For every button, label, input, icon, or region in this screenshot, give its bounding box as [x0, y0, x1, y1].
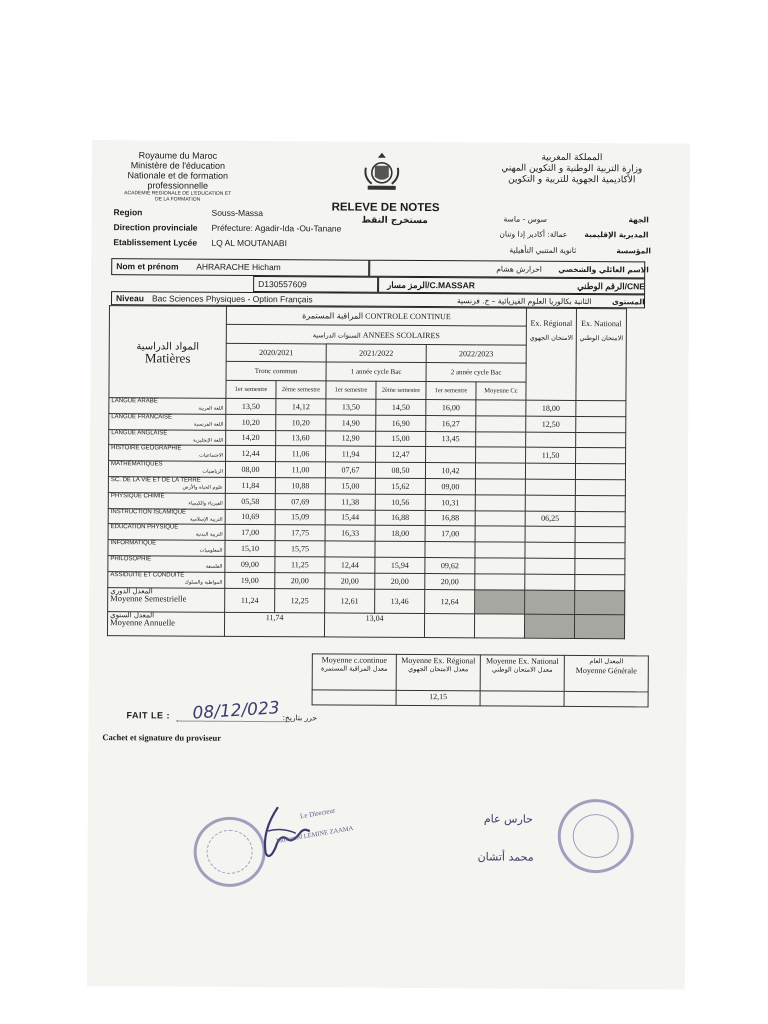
subject-name-fr: HISTOIRE GEOGRAPHIE	[111, 445, 182, 452]
semestrielle-cell: 13,46	[375, 589, 425, 613]
grade-cell: 10,88	[275, 478, 325, 494]
subject-name-ar: التربية الإسلامية	[190, 516, 223, 523]
cne-label: الرقم الوطني/CNE	[577, 280, 645, 292]
grade-cell: 08,00	[225, 462, 275, 478]
subject-name-cell	[108, 524, 225, 541]
coat-of-arms-icon	[360, 150, 404, 194]
grade-cell	[575, 464, 625, 480]
grade-cell: 05,58	[225, 493, 275, 509]
tronc-commun-header: Tronc commun	[226, 361, 326, 380]
grade-cell	[576, 448, 626, 464]
grade-cell	[526, 432, 576, 448]
student-name-ar-value: احرارش هشام	[496, 264, 542, 274]
subject-name-cell	[108, 556, 225, 573]
subject-name-cell	[108, 540, 225, 557]
subject-name-ar: الرياضيات	[202, 468, 223, 475]
niveau-label: Niveau	[116, 293, 144, 304]
subject-name-fr: INFORMATIQUE	[110, 540, 157, 547]
grade-cell: 19,00	[225, 572, 275, 588]
subject-name-fr: LANGUE FRANCAISE	[111, 413, 173, 421]
ex-regional-header	[526, 308, 577, 400]
grade-cell: 18,00	[526, 400, 576, 416]
grade-cell: 20,00	[375, 573, 425, 589]
annees-fr: ANNEES SCOLAIRES	[362, 330, 440, 340]
header-ar-line1: المملكة المغربية	[541, 152, 603, 164]
grade-cell: 12,44	[226, 446, 276, 462]
subject-name-ar: اللغة الفرنسية	[193, 421, 224, 428]
semestrielle-fr: Moyenne Semestrielle	[110, 592, 187, 604]
grade-cell: 11,38	[325, 494, 375, 510]
empty-cell	[424, 613, 474, 637]
grade-cell: 20,00	[325, 573, 375, 589]
summary-regional-ar: معدل الامتحان الجهوي	[408, 664, 469, 674]
summary-generale-fr: Moyenne Générale	[575, 665, 637, 676]
surveillant-name: محمد أتشان	[477, 850, 534, 864]
semestrielle-cell: 12,61	[325, 588, 375, 612]
etablissement-ar-value: ثانوية المتنبي التأهيلية	[509, 245, 577, 255]
ex-national-header	[576, 308, 627, 400]
header-ar-block	[487, 152, 657, 186]
cachet-label: Cachet et signature du proviseur	[102, 732, 222, 743]
grade-cell: 11,00	[275, 462, 325, 478]
summary-cc-ar: معدل المراقبة المستمرة	[321, 664, 388, 673]
shaded-cell	[575, 590, 625, 614]
grade-cell: 12,90	[326, 431, 376, 447]
grade-cell: 15,94	[375, 557, 425, 573]
semestrielle-cell: 12,25	[275, 588, 325, 612]
grade-cell: 16,88	[425, 510, 475, 526]
grade-cell	[476, 400, 526, 416]
grade-cell: 15,00	[325, 478, 375, 494]
grade-cell	[575, 495, 625, 511]
cycle1-header: 1 année cycle Bac	[326, 362, 426, 381]
grade-cell: 11,50	[526, 448, 576, 464]
student-name-ar-label: الاسم العائلي والشخصي	[558, 264, 649, 275]
grade-cell: 16,90	[376, 415, 426, 431]
annees-ar: السنوات الدراسية	[312, 330, 361, 340]
subject-name-cell	[108, 571, 225, 588]
subject-name-fr: MATHEMATIQUES	[111, 461, 163, 468]
annuelle-cell: 11,74	[224, 612, 324, 637]
grade-cell: 08,50	[375, 462, 425, 478]
subject-name-fr: PHYSIQUE CHIMIE	[110, 492, 165, 500]
etablissement-label: Etablissement Lycée	[113, 237, 198, 248]
grade-cell	[576, 416, 626, 432]
summary-cc-value	[312, 690, 396, 706]
region-label: Region	[113, 207, 143, 218]
subject-name-cell	[108, 508, 225, 525]
grade-cell: 07,67	[325, 462, 375, 478]
grade-cell	[476, 416, 526, 432]
grade-cell	[575, 527, 625, 543]
grade-cell: 11,84	[225, 477, 275, 493]
subject-name-cell	[109, 398, 226, 415]
grade-cell: 10,31	[425, 494, 475, 510]
header-ar-line2: وزارة التربية الوطنية و التكوين المهني	[501, 163, 643, 175]
grade-cell: 20,00	[425, 573, 475, 589]
grade-cell: 15,09	[275, 509, 325, 525]
grade-cell: 14,50	[376, 399, 426, 415]
matieres-fr: Matières	[144, 349, 191, 366]
header-fr-line6: DE LA FORMATION	[155, 196, 201, 203]
director-name: Mohamed LEMINE ZAAMA	[275, 824, 354, 845]
cc-fr: CONTROLE CONTINUE	[365, 311, 451, 322]
grade-cell	[325, 541, 375, 557]
annuelle-fr: Moyenne Annuelle	[110, 616, 176, 628]
grade-cell	[476, 431, 526, 447]
subject-name-ar: الفيزياء والكيمياء	[188, 500, 223, 507]
grade-cell: 15,10	[225, 540, 275, 556]
grade-cell: 14,20	[226, 430, 276, 446]
document-title: RELEVE DE NOTES	[331, 201, 440, 215]
header-fr-block	[98, 150, 258, 203]
grade-cell	[375, 541, 425, 557]
grade-cell	[575, 543, 625, 559]
ex-regional-ar: الامتحان الجهوي	[529, 333, 574, 342]
moyenne-cc-header: Moyenne Cc	[476, 381, 526, 400]
summary-generale-header	[564, 655, 648, 692]
grade-cell: 17,75	[275, 525, 325, 541]
grade-cell	[476, 447, 526, 463]
fait-le-label: FAIT LE :	[126, 710, 171, 721]
header-fr-line1: Royaume du Maroc	[138, 150, 218, 161]
grade-cell	[475, 526, 525, 542]
grade-cell: 13,50	[326, 399, 376, 415]
subject-name-ar: المعلوميات	[199, 547, 223, 554]
niveau-value: Bac Sciences Physiques - Option Français	[152, 293, 313, 305]
grade-cell	[525, 574, 575, 590]
grade-cell: 13,60	[276, 430, 326, 446]
subject-name-cell	[109, 413, 226, 430]
grade-cell: 14,90	[326, 415, 376, 431]
semestrielle-label	[108, 587, 225, 612]
grade-cell: 09,00	[225, 556, 275, 572]
annuelle-label	[107, 611, 224, 636]
grade-cell	[575, 574, 625, 590]
grade-cell: 13,50	[226, 398, 276, 414]
grade-cell: 09,00	[425, 479, 475, 495]
fait-le-ar: حرر بتاريخ:	[282, 713, 318, 723]
grade-cell: 20,00	[275, 572, 325, 588]
subject-name-cell	[108, 477, 225, 494]
summary-cc-header	[312, 654, 396, 691]
subject-name-ar: الاجتماعيات	[199, 453, 224, 460]
subject-name-fr: LANGUE ARABE	[111, 398, 158, 405]
subject-name-fr: LANGUE ANGLAISE	[111, 429, 168, 437]
summary-national-header	[480, 655, 564, 692]
grade-cell: 14,12	[276, 399, 326, 415]
region-value: Souss-Massa	[211, 207, 264, 219]
grade-cell: 12,44	[325, 557, 375, 573]
ex-national-fr: Ex. National	[581, 318, 622, 329]
grade-cell	[525, 558, 575, 574]
cne-box	[253, 276, 378, 293]
year-2020-header: 2020/2021	[226, 343, 326, 362]
grade-cell	[475, 495, 525, 511]
summary-national-value	[480, 691, 564, 707]
subject-name-ar: اللغة الإنجليزية	[193, 437, 224, 444]
annuelle-ar: المعدل السنوي	[110, 610, 155, 619]
semestrielle-cell: 12,64	[425, 589, 475, 613]
summary-cc-fr: Moyenne c.continue	[321, 655, 388, 665]
grade-cell	[475, 479, 525, 495]
summary-generale-value	[564, 691, 648, 707]
grade-cell	[576, 432, 626, 448]
subject-name-ar: علوم الحياة والأرض	[182, 484, 223, 491]
grade-cell: 16,00	[426, 400, 476, 416]
semestrielle-ar: المعدل الدوري	[110, 586, 153, 595]
school-stamp-right	[558, 799, 634, 873]
document-title-ar: مستخرج النقط	[361, 215, 428, 227]
grade-cell: 12,50	[526, 416, 576, 432]
header-fr-line2: Ministère de l'éducation	[130, 160, 226, 171]
empty-cell	[474, 613, 524, 637]
grade-cell	[425, 542, 475, 558]
semester2-header: 2ème semestre	[376, 381, 426, 400]
province-label: Direction provinciale	[113, 222, 198, 233]
grade-cell: 10,56	[375, 494, 425, 510]
summary-regional-header	[396, 654, 480, 691]
grade-cell: 16,33	[325, 525, 375, 541]
province-value: Préfecture: Agadir-Ida -Ou-Tanane	[211, 222, 342, 234]
grade-cell	[575, 479, 625, 495]
shaded-cell	[524, 614, 574, 638]
grade-cell	[475, 510, 525, 526]
grade-cell: 10,20	[226, 414, 276, 430]
grade-cell	[426, 447, 476, 463]
shaded-cell	[525, 590, 575, 614]
grade-cell	[525, 479, 575, 495]
header-fr-line5: ACADEMIE REGIONALE DE L'EDUCATION ET	[124, 190, 232, 197]
grades-table	[107, 305, 627, 639]
summary-regional-fr: Moyenne Ex. Régional	[401, 655, 476, 666]
student-name-label: Nom et prénom	[116, 261, 179, 272]
grade-cell	[575, 558, 625, 574]
subject-name-fr: PHILOSOPHIE	[110, 556, 152, 563]
region-ar-label: الجهة	[628, 215, 649, 225]
document-page	[87, 140, 690, 990]
grade-cell	[475, 463, 525, 479]
grade-cell	[575, 511, 625, 527]
header-ar-line3: الأكاديمية الجهوية للتربية و التكوين	[508, 174, 636, 186]
subject-name-cell	[109, 429, 226, 446]
ex-national-ar: الامتحان الوطني	[579, 333, 624, 343]
student-name-value: AHRARACHE Hicham	[196, 261, 281, 273]
grade-cell	[525, 463, 575, 479]
grade-cell: 18,00	[375, 526, 425, 542]
grade-cell: 12,47	[376, 447, 426, 463]
grade-cell: 17,00	[225, 525, 275, 541]
grade-cell: 10,42	[425, 463, 475, 479]
controle-continue-header	[226, 306, 526, 326]
province-ar-value: عمالة: أكادير إدا وتنان	[499, 229, 568, 239]
grade-cell: 07,69	[275, 493, 325, 509]
niveau-ar-label: المستوى	[611, 297, 645, 307]
ex-regional-fr: Ex. Régional	[530, 318, 573, 328]
header-fr-line3: Nationale et de formation	[127, 170, 229, 181]
matieres-header	[109, 306, 227, 399]
grade-cell: 15,75	[275, 541, 325, 557]
grade-cell: 11,06	[276, 446, 326, 462]
grade-cell: 17,00	[425, 526, 475, 542]
grade-cell: 13,45	[426, 431, 476, 447]
subject-name-cell	[108, 461, 225, 478]
semestrielle-cell: 11,24	[225, 588, 275, 612]
grade-cell: 16,27	[426, 415, 476, 431]
year-2022-header: 2022/2023	[426, 344, 526, 363]
cycle2-header: 2 année cycle Bac	[426, 363, 526, 382]
summary-table	[312, 653, 649, 707]
subject-name-ar: الفلسفة	[205, 563, 223, 570]
student-name-ar-box	[369, 260, 649, 279]
header-fr-line4: professionnelle	[147, 180, 209, 191]
summary-national-fr: Moyenne Ex. National	[485, 656, 559, 666]
grade-cell: 15,62	[375, 478, 425, 494]
grade-cell	[525, 495, 575, 511]
cne-value: D130557609	[258, 279, 307, 290]
subject-name-fr: SC. DE LA VIE ET DE LA TERRE	[110, 477, 201, 484]
province-ar-label: المديرية الإقليمية	[584, 230, 649, 240]
etablissement-ar-label: المؤسسة	[616, 246, 652, 256]
semester1-header: 1er semestre	[326, 380, 376, 399]
shaded-cell	[475, 589, 525, 613]
subject-name-fr: INSTRUCTION ISLAMIQUE	[110, 508, 187, 516]
subject-name-cell	[108, 492, 225, 509]
grade-cell: 11,25	[275, 557, 325, 573]
subject-name-fr: ASSIDUITE ET CONDUITE	[110, 571, 185, 579]
cc-ar: المراقبة المستمرة	[302, 311, 364, 321]
grade-cell: 16,88	[375, 510, 425, 526]
grade-cell: 09,62	[425, 558, 475, 574]
grade-cell: 15,44	[325, 510, 375, 526]
handwritten-date: 08/12/023	[191, 698, 281, 724]
grade-cell	[576, 400, 626, 416]
grade-cell: 11,94	[326, 446, 376, 462]
subject-name-ar: التربية البدنية	[195, 532, 223, 539]
director-title: Le Directeur	[299, 806, 336, 821]
subject-name-fr: EDUCATION PHYSIQUE	[110, 524, 179, 531]
semester2-header: 2ème semestre	[276, 380, 326, 399]
grade-cell: 10,69	[225, 509, 275, 525]
summary-national-ar: معدل الامتحان الوطني	[491, 665, 553, 674]
etablissement-value: LQ AL MOUTANABI	[211, 237, 287, 249]
grade-cell	[525, 542, 575, 558]
subject-name-ar: المواظبة والسلوك	[184, 579, 223, 586]
niveau-ar-value: الثانية بكالوريا العلوم الفيزيائية – خ. فرنسية	[456, 296, 592, 307]
surveillant-title: حارس عام	[483, 812, 534, 826]
grade-cell: 15,00	[376, 431, 426, 447]
student-name-box	[111, 258, 369, 277]
annuelle-cell: 13,04	[324, 612, 424, 637]
grade-cell: 06,25	[525, 511, 575, 527]
shaded-cell	[574, 614, 624, 638]
grade-cell: 10,20	[276, 414, 326, 430]
semester1-header: 1er semestre	[426, 381, 476, 400]
grade-cell	[475, 574, 525, 590]
subject-name-cell	[109, 445, 226, 462]
grade-cell	[475, 558, 525, 574]
annees-scolaires-header	[226, 325, 526, 345]
summary-generale-ar: المعدل العام	[589, 657, 624, 666]
semester1-header: 1er semestre	[226, 380, 276, 399]
subject-name-ar: اللغة العربية	[198, 405, 224, 412]
summary-regional-value: 12,15	[396, 690, 480, 706]
region-ar-value: سوس - ماسة	[503, 214, 547, 224]
grade-cell	[525, 527, 575, 543]
massar-box	[378, 277, 645, 295]
matieres-ar: المواد الدراسية	[136, 340, 200, 353]
grade-cell	[475, 542, 525, 558]
massar-label: الرمز مسار/C.MASSAR	[387, 279, 475, 291]
year-2021-header: 2021/2022	[326, 344, 426, 363]
